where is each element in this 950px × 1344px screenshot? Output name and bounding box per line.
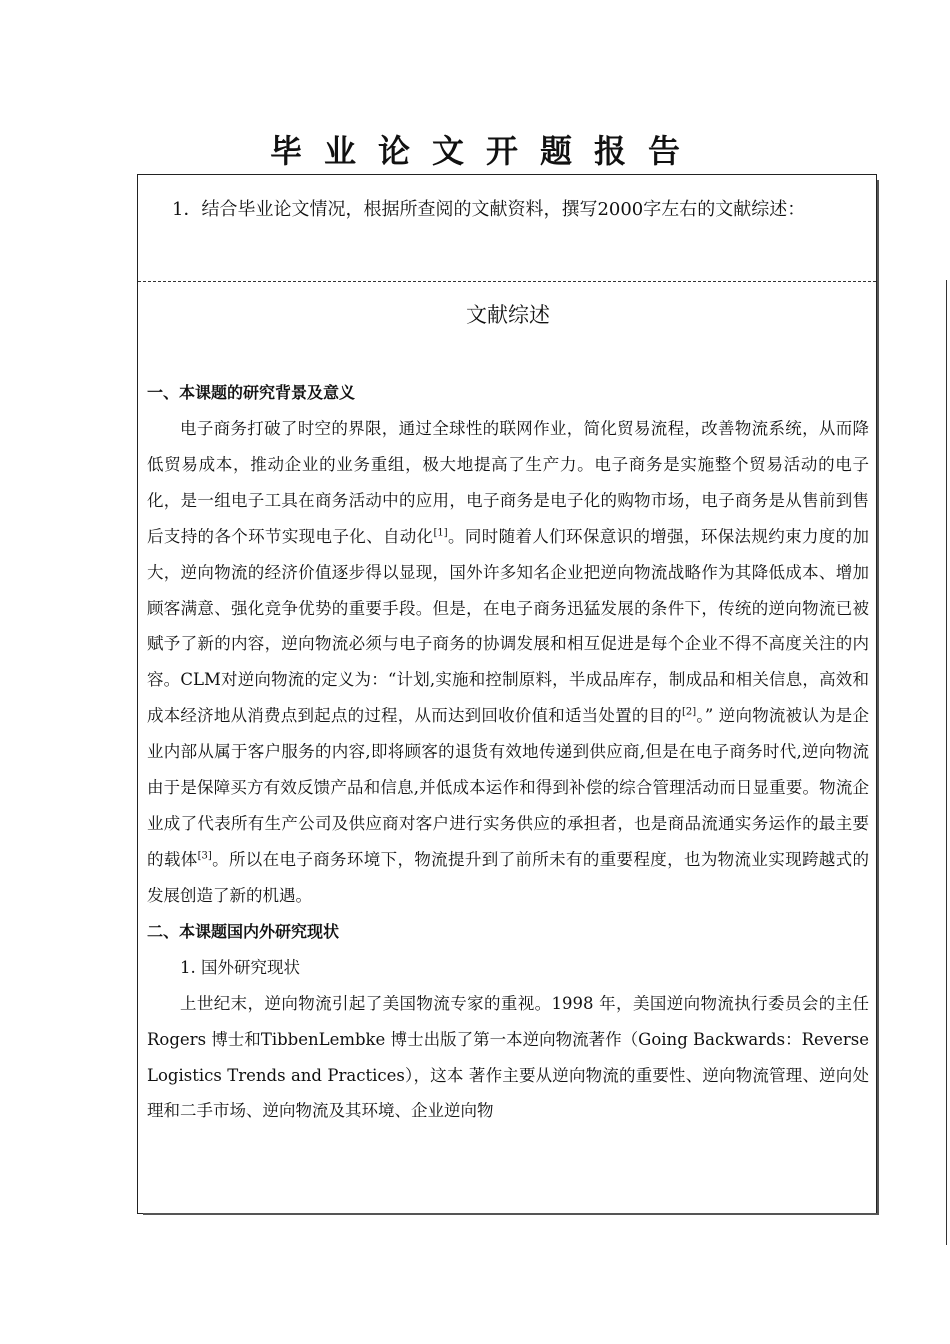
prompt-text: 1．结合毕业论文情况，根据所查阅的文献资料，撰写2000字左右的文献综述： xyxy=(172,199,806,220)
report-frame xyxy=(137,174,877,1214)
citation-2: [2] xyxy=(682,706,697,718)
literature-review xyxy=(147,289,869,1129)
para1-text-b: 。同时随着人们环保意识的增强，环保法规约束力度的加大，逆向物流的经济价值逐步得以显现，国外许多知名企业把逆向物流战略作为其降低成本、增加顾客满意、强化竞争优势的重要手段。但是，在电子商务迅猛发展的条件下，传统的逆向物流已被赋予了新的内容，逆向物流必须与电子商务的协调发展和相互促进是每个企业不得不高度关注的内容。CLM对逆向物流的定义为：“计划,实施和控制原料，半成品库存，制成品和相关信息，高效和成本经济地从消费点到起点的过程，从而达到回收价值和适当处置的目的 xyxy=(147,526,870,726)
outer-border-line xyxy=(946,280,947,1245)
page-title: 毕业论文开题报告 xyxy=(269,132,702,170)
paragraph-foreign-research: 上世纪末，逆向物流引起了美国物流专家的重视。1998 年，美国逆向物流执行委员会的主任 Rogers 博士和TibbenLembke 博士出版了第一本逆向物流著作（Going Backwards：Reverse Logistics Trends and Practices），这本 著作主要从逆向物流的重要性、逆向物流管理、逆向处理和二手市场、逆向物流及其环境、企业逆向物 xyxy=(147,993,869,1121)
citation-3: [3] xyxy=(197,850,212,862)
para1-text-d: 。所以在电子商务环境下，物流提升到了前所未有的重要程度，也为物流业实现跨越式的发展创造了新的机遇。 xyxy=(147,849,870,905)
dashed-divider xyxy=(138,281,876,282)
frame-shadow-right xyxy=(877,180,879,1214)
heading-research-status: 二、本课题国内外研究现状 xyxy=(147,921,340,941)
heading-background: 一、本课题的研究背景及意义 xyxy=(147,383,356,402)
frame-shadow-bottom xyxy=(143,1213,879,1215)
paragraph-background xyxy=(147,411,869,914)
citation-1: [1] xyxy=(433,527,448,539)
section-title: 文献综述 xyxy=(466,303,550,327)
para1-text-c: 。” 逆向物流被认为是企业内部从属于客户服务的内容,即将顾客的退货有效地传递到供应商,但是在电子商务时代,逆向物流由于是保障买方有效反馈产品和信息,并低成本运作和得到补偿的综合管理活动而日显重要。物流企业成了代表所有生产公司及供应商对客户进行实务供应的承担者，也是商品流通实务运作的最主要的载体 xyxy=(147,706,870,869)
para1-text-a: 电子商务打破了时空的界限，通过全球性的联网作业，简化贸易流程，改善物流系统，从而降低贸易成本，推动企业的业务重组，极大地提高了生产力。电子商务是实施整个贸易活动的电子化，是一组电子工具在商务活动中的应用，电子商务是电子化的购物市场，电子商务是从售前到售后支持的各个环节实现电子化、自动化 xyxy=(147,419,869,546)
item-foreign-research: 1. 国外研究现状 xyxy=(180,957,300,977)
